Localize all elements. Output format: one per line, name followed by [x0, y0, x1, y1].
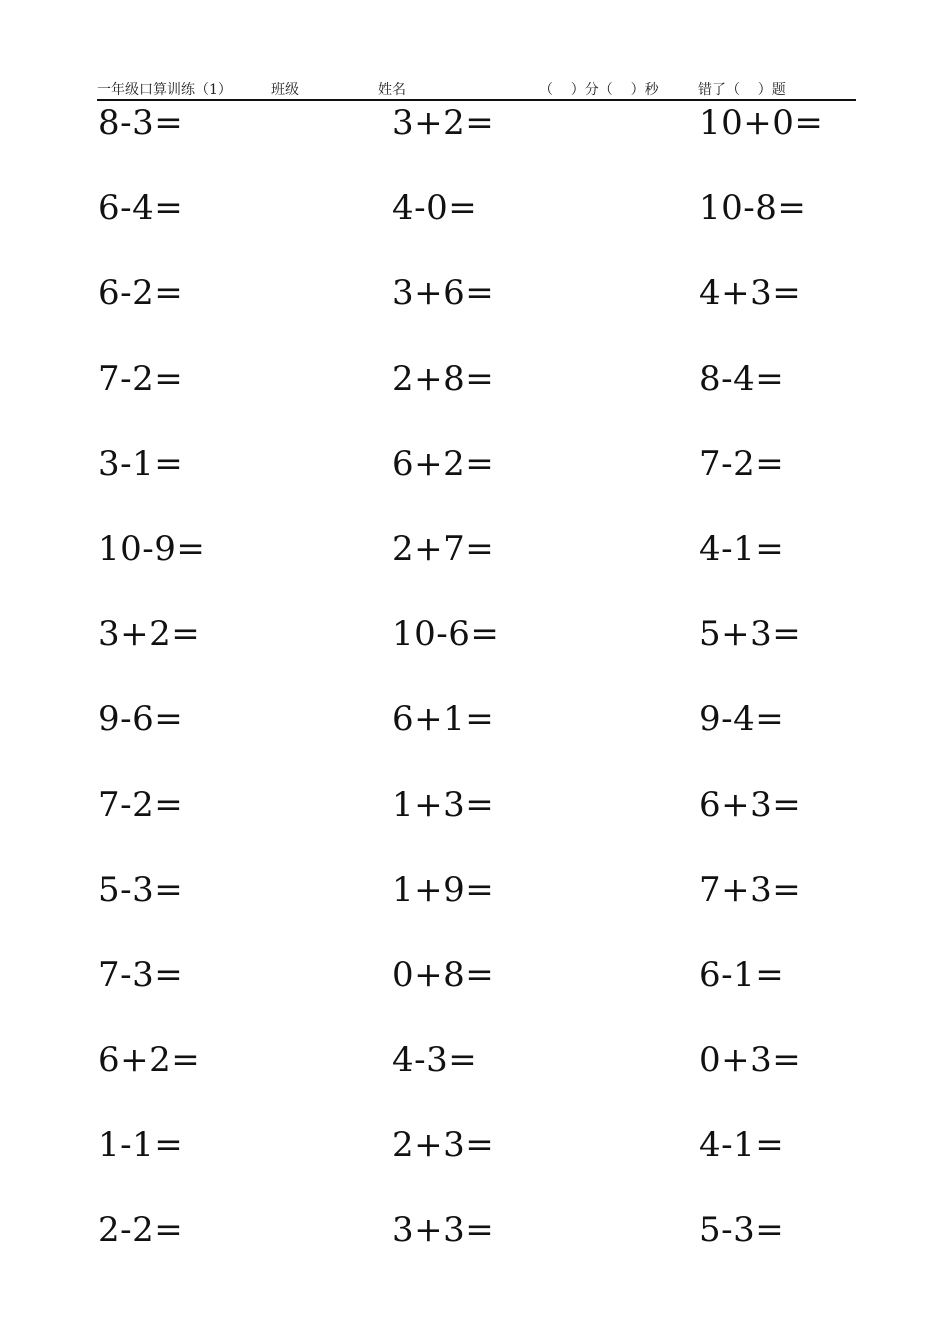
- arithmetic-problem: 6+3=: [699, 784, 802, 825]
- arithmetic-problem: 2+8=: [392, 358, 495, 399]
- wrong-count-label: 错了（ ）题: [698, 82, 786, 98]
- problem-row: [0, 1208, 950, 1293]
- arithmetic-problem: 5-3=: [699, 1210, 785, 1251]
- arithmetic-problem: 10-8=: [699, 188, 807, 229]
- arithmetic-problem: 6-1=: [699, 954, 785, 995]
- arithmetic-problem: 3+3=: [392, 1210, 495, 1251]
- arithmetic-problem: 0+8=: [392, 954, 495, 995]
- arithmetic-problem: 0+3=: [699, 1040, 802, 1081]
- problem-row: [0, 953, 950, 1038]
- arithmetic-problem: 3+6=: [392, 273, 495, 314]
- arithmetic-problem: 4-3=: [392, 1040, 478, 1081]
- worksheet-header: [97, 80, 855, 100]
- arithmetic-problem: 1+9=: [392, 869, 495, 910]
- arithmetic-problem: 7-3=: [98, 954, 184, 995]
- time-label: （ ）分（ ）秒: [539, 82, 659, 98]
- class-label: 班级: [271, 82, 299, 98]
- arithmetic-problem: 3-1=: [98, 443, 184, 484]
- problem-row: [0, 612, 950, 697]
- arithmetic-problem: 1+3=: [392, 784, 495, 825]
- arithmetic-problem: 10+0=: [699, 103, 824, 143]
- arithmetic-problem: 6+1=: [392, 699, 495, 740]
- arithmetic-problem: 3+2=: [392, 103, 495, 143]
- arithmetic-problem: 4-1=: [699, 1125, 785, 1166]
- problem-row: [0, 186, 950, 271]
- arithmetic-problem: 7+3=: [699, 869, 802, 910]
- problem-grid: [0, 101, 950, 1294]
- worksheet-title: 一年级口算训练（1）: [97, 82, 232, 98]
- problem-row: [0, 442, 950, 527]
- arithmetic-problem: 5-3=: [98, 869, 184, 910]
- problem-row: [0, 271, 950, 356]
- name-label: 姓名: [378, 82, 406, 98]
- arithmetic-problem: 2+7=: [392, 528, 495, 569]
- arithmetic-problem: 9-4=: [699, 699, 785, 740]
- arithmetic-problem: 7-2=: [699, 443, 785, 484]
- arithmetic-problem: 4-1=: [699, 528, 785, 569]
- arithmetic-problem: 10-9=: [98, 528, 206, 569]
- problem-row: [0, 1038, 950, 1123]
- arithmetic-problem: 2+3=: [392, 1125, 495, 1166]
- arithmetic-problem: 6-4=: [98, 188, 184, 229]
- arithmetic-problem: 9-6=: [98, 699, 184, 740]
- arithmetic-problem: 8-3=: [98, 103, 184, 143]
- arithmetic-problem: 8-4=: [699, 358, 785, 399]
- problem-row: [0, 783, 950, 868]
- arithmetic-problem: 5+3=: [699, 614, 802, 655]
- arithmetic-problem: 2-2=: [98, 1210, 184, 1251]
- arithmetic-problem: 4-0=: [392, 188, 478, 229]
- problem-row: [0, 101, 950, 186]
- arithmetic-problem: 4+3=: [699, 273, 802, 314]
- arithmetic-problem: 1-1=: [98, 1125, 184, 1166]
- problem-row: [0, 357, 950, 442]
- arithmetic-problem: 10-6=: [392, 614, 500, 655]
- arithmetic-problem: 7-2=: [98, 784, 184, 825]
- arithmetic-problem: 6-2=: [98, 273, 184, 314]
- problem-row: [0, 1123, 950, 1208]
- arithmetic-problem: 7-2=: [98, 358, 184, 399]
- arithmetic-problem: 6+2=: [392, 443, 495, 484]
- problem-row: [0, 868, 950, 953]
- problem-row: [0, 527, 950, 612]
- arithmetic-problem: 3+2=: [98, 614, 201, 655]
- problem-row: [0, 697, 950, 782]
- arithmetic-problem: 6+2=: [98, 1040, 201, 1081]
